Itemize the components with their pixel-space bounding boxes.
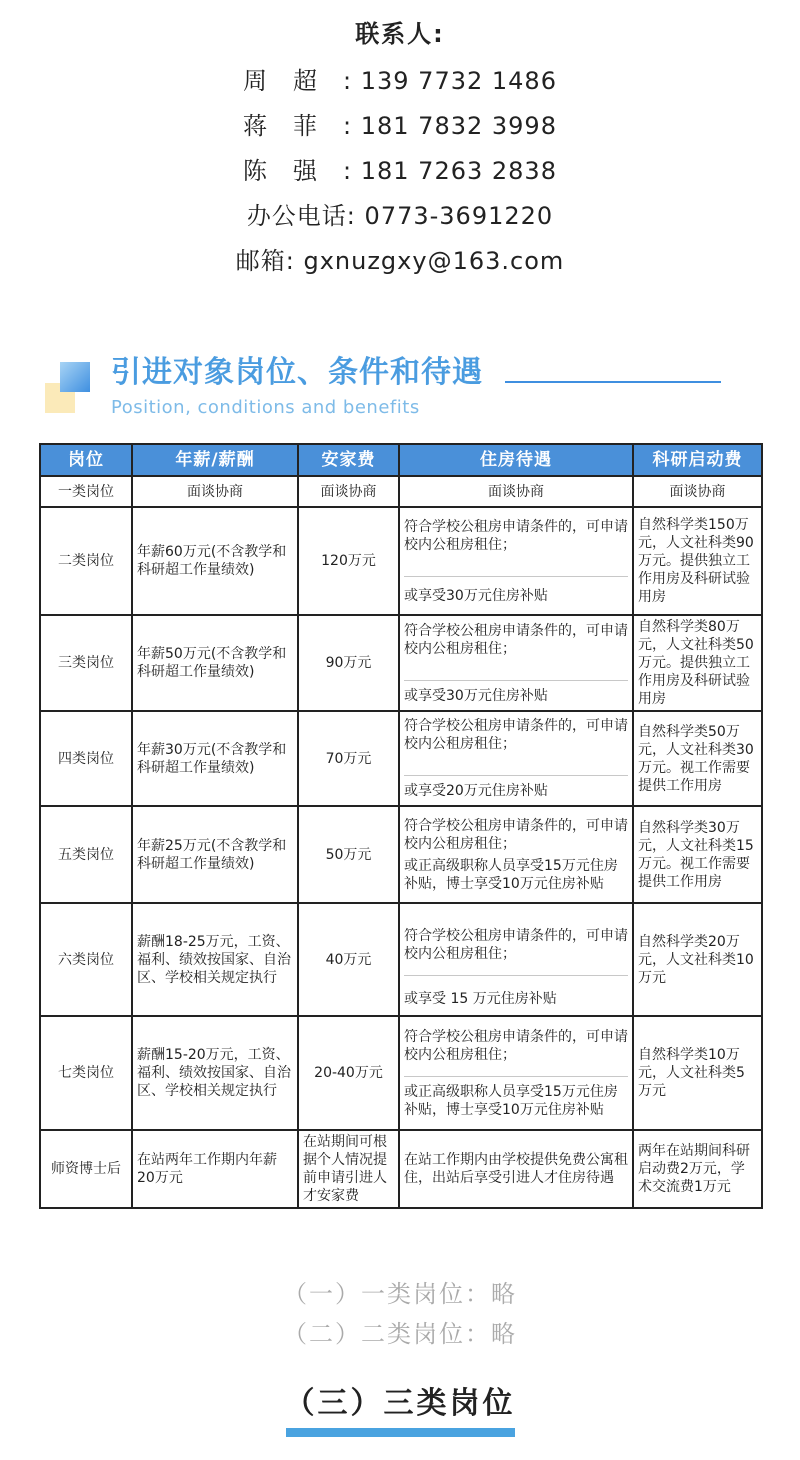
housing-option-b: 或正高级职称人员享受15万元住房补贴，博士享受10万元住房补贴 (404, 1083, 618, 1118)
cell-housing: 在站工作期内由学校提供免费公寓租住，出站后享受引进人才住房待遇 (399, 1130, 633, 1208)
heading-underline-bar (286, 1428, 515, 1437)
contact-phone: 139 7732 1486 (360, 67, 557, 95)
header-post: 岗位 (40, 444, 132, 476)
summary-line-1: （一）一类岗位：略 (283, 1280, 517, 1308)
cell-settle: 50万元 (298, 806, 399, 903)
section-title: 引进对象岗位、条件和待遇 (111, 355, 483, 390)
cell-post: 七类岗位 (40, 1016, 132, 1130)
cell-salary: 年薪50万元(不含教学和科研超工作量绩效) (132, 615, 298, 711)
housing-option-b: 或享受30万元住房补贴 (404, 687, 548, 704)
contact-name: 蒋菲 (243, 112, 344, 140)
cell-settle: 40万元 (298, 903, 399, 1016)
table-row (40, 615, 762, 711)
cell-settle: 120万元 (298, 507, 399, 615)
cell-housing (399, 1016, 633, 1130)
cell-settle: 面谈协商 (298, 476, 399, 507)
cell-post: 一类岗位 (40, 476, 132, 507)
contact-phone: 181 7263 2838 (360, 157, 557, 185)
office-phone-label: 办公电话: (246, 202, 356, 230)
housing-option-b: 或享受 15 万元住房补贴 (404, 991, 557, 1007)
email-line (0, 241, 800, 276)
colon: : (343, 112, 361, 140)
cell-research: 自然科学类20万元，人文社科类10万元 (633, 903, 762, 1016)
contact-phone: 181 7832 3998 (360, 112, 557, 140)
header-housing: 住房待遇 (399, 444, 633, 476)
summary-line-2: （二）二类岗位：略 (283, 1320, 517, 1348)
housing-option-a: 符合学校公租房申请条件的，可申请校内公租房租住； (404, 928, 628, 962)
benefits-table (39, 443, 763, 1209)
cell-post: 六类岗位 (40, 903, 132, 1016)
contact-line-3 (0, 151, 800, 186)
housing-option-a: 符合学校公租房申请条件的，可申请校内公租房租住； (404, 817, 628, 852)
cell-settle: 20-40万元 (298, 1016, 399, 1130)
colon: : (343, 157, 361, 185)
housing-option-a: 符合学校公租房申请条件的，可申请校内公租房租住； (404, 1028, 628, 1063)
cell-settle: 在站期间可根据个人情况提前申请引进人才安家费 (298, 1130, 399, 1208)
cell-salary: 面谈协商 (132, 476, 298, 507)
section-subtitle: Position, conditions and benefits (111, 397, 420, 418)
cell-research: 自然科学类150万元，人文社科类90万元。提供独立工作用房及科研试验用房 (633, 507, 762, 615)
contact-line-1 (0, 61, 800, 96)
housing-option-b: 或享受20万元住房补贴 (404, 783, 548, 799)
cell-salary: 在站两年工作期内年薪20万元 (132, 1130, 298, 1208)
table-row (40, 1016, 762, 1130)
cell-post: 师资博士后 (40, 1130, 132, 1208)
housing-option-b: 或享受30万元住房补贴 (404, 587, 548, 604)
cell-salary: 薪酬15-20万元，工资、福利、绩效按国家、自治区、学校相关规定执行 (132, 1016, 298, 1130)
cell-salary: 年薪25万元(不含教学和科研超工作量绩效) (132, 806, 298, 903)
cell-housing: 面谈协商 (399, 476, 633, 507)
housing-option-b: 或正高级职称人员享受15万元住房补贴，博士享受10万元住房补贴 (404, 857, 618, 892)
cell-research: 自然科学类80万元，人文社科类50万元。提供独立工作用房及科研试验用房 (633, 615, 762, 711)
header-settle: 安家费 (298, 444, 399, 476)
contacts-title: 联系人: (355, 20, 445, 48)
header-research: 科研启动费 (633, 444, 762, 476)
contact-name: 周超 (243, 67, 344, 95)
cell-research: 面谈协商 (633, 476, 762, 507)
housing-option-a: 符合学校公租房申请条件的，可申请校内公租房租住； (404, 718, 628, 752)
cell-research: 自然科学类50万元，人文社科类30万元。视工作需要提供工作用房 (633, 711, 762, 806)
section-header (45, 345, 745, 435)
cell-post: 五类岗位 (40, 806, 132, 903)
colon: : (343, 67, 361, 95)
cell-post: 四类岗位 (40, 711, 132, 806)
cell-post: 三类岗位 (40, 615, 132, 711)
table-row (40, 903, 762, 1016)
cell-research: 自然科学类10万元，人文社科类5万元 (633, 1016, 762, 1130)
table-header-row (40, 444, 762, 476)
email-label: 邮箱: (235, 247, 295, 275)
table-row (40, 1130, 762, 1208)
office-phone-line (0, 196, 800, 231)
cell-research: 两年在站期间科研启动费2万元，学术交流费1万元 (633, 1130, 762, 1208)
cell-salary: 年薪60万元(不含教学和科研超工作量绩效) (132, 507, 298, 615)
office-phone: 0773-3691220 (364, 202, 554, 230)
header-salary: 年薪/薪酬 (132, 444, 298, 476)
cell-settle: 90万元 (298, 615, 399, 711)
title-underline (505, 381, 721, 383)
table-row (40, 507, 762, 615)
table-row (40, 806, 762, 903)
cell-housing (399, 903, 633, 1016)
cell-housing (399, 806, 633, 903)
cell-salary: 薪酬18-25万元，工资、福利、绩效按国家、自治区、学校相关规定执行 (132, 903, 298, 1016)
cell-post: 二类岗位 (40, 507, 132, 615)
cell-settle: 70万元 (298, 711, 399, 806)
table-row (40, 476, 762, 507)
table-row (40, 711, 762, 806)
housing-option-a: 符合学校公租房申请条件的，可申请校内公租房租住； (404, 518, 628, 553)
cell-housing (399, 615, 633, 711)
cell-salary: 年薪30万元(不含教学和科研超工作量绩效) (132, 711, 298, 806)
contact-line-2 (0, 106, 800, 141)
housing-option-a: 符合学校公租房申请条件的，可申请校内公租房租住； (404, 622, 628, 657)
cell-housing (399, 507, 633, 615)
cell-research: 自然科学类30万元，人文社科类15万元。视工作需要提供工作用房 (633, 806, 762, 903)
email-address: gxnuzgxy@163.com (303, 247, 565, 275)
decorative-square-icon (60, 362, 90, 392)
sub-heading: （三）三类岗位 (284, 1386, 516, 1421)
cell-housing (399, 711, 633, 806)
contact-name: 陈强 (243, 157, 344, 185)
